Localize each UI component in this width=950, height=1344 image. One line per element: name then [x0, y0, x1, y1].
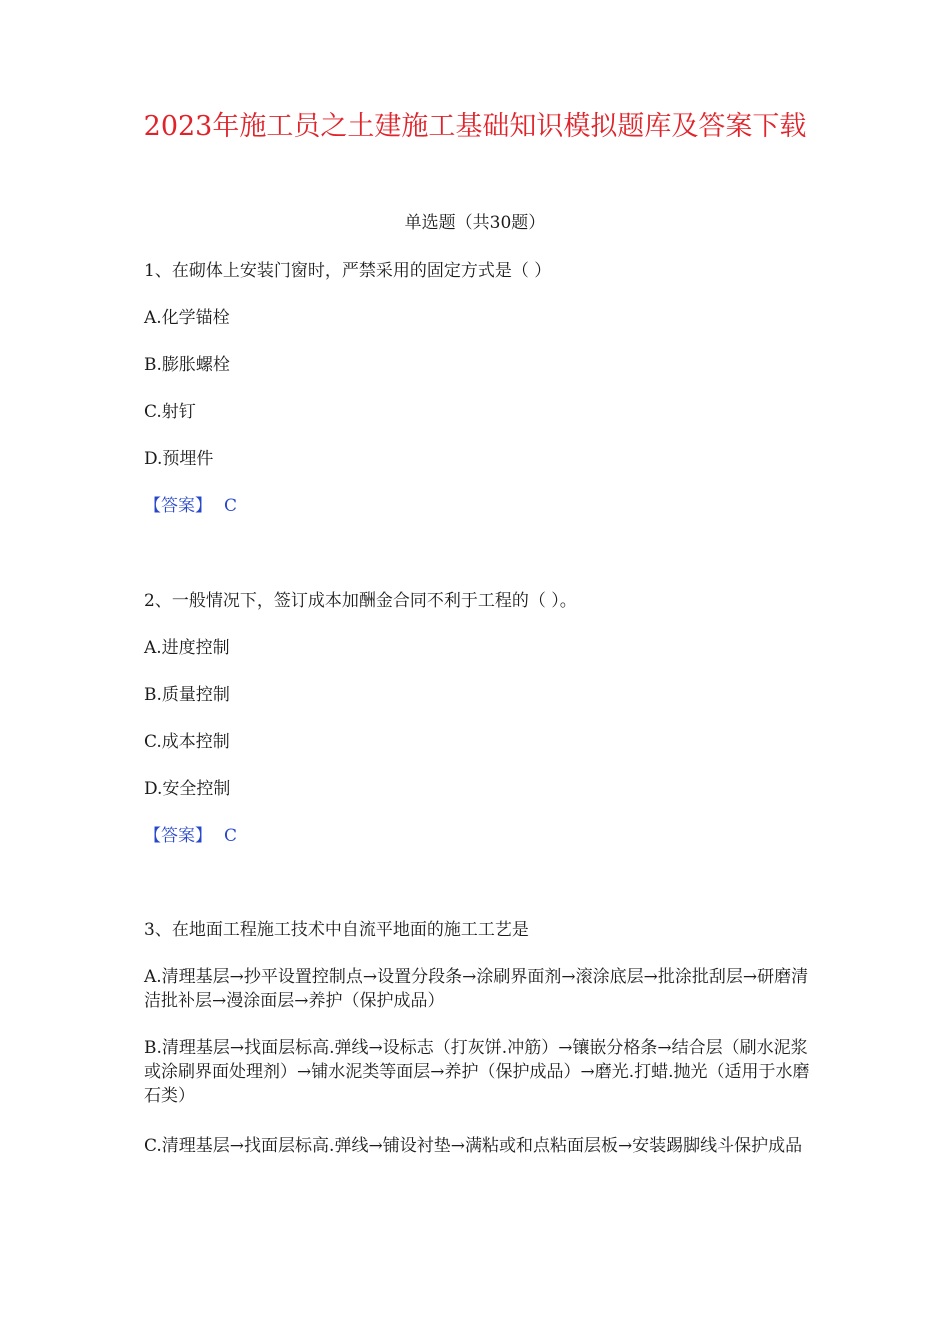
question-1-answer: [144, 494, 237, 518]
question-1-option-d: D.预埋件: [144, 449, 214, 469]
answer-value: C: [224, 826, 238, 846]
answer-label: 【答案】: [144, 826, 212, 846]
question-2-option-b: B.质量控制: [144, 685, 230, 705]
question-1-stem: 1、在砌体上安装门窗时，严禁采用的固定方式是（ ）: [144, 261, 552, 281]
question-2-answer: [144, 824, 237, 848]
question-2-option-d: D.安全控制: [144, 779, 231, 799]
question-2-option-a: A.进度控制: [144, 638, 230, 658]
question-1-option-a: A.化学锚栓: [144, 308, 230, 328]
section-heading: 单选题（共30题）: [404, 213, 546, 233]
answer-value: C: [224, 496, 238, 516]
answer-label: 【答案】: [144, 496, 212, 516]
question-3-option-a: A.清理基层→抄平设置控制点→设置分段条→涂刷界面剂→滚涂底层→批涂批刮层→研磨清洁批补层→漫涂面层→养护（保护成品）: [144, 967, 809, 1011]
question-3-stem: 3、在地面工程施工技术中自流平地面的施工工艺是: [144, 920, 529, 940]
question-3-option-b: B.清理基层→找面层标高.弹线→设标志（打灰饼.冲筋）→镶嵌分格条→结合层（刷水泥浆或涂刷界面处理剂）→铺水泥类等面层→养护（保护成品）→磨光.打蜡.抛光（适用于水磨石类）: [144, 1038, 810, 1106]
question-1-option-b: B.膨胀螺栓: [144, 355, 230, 375]
question-2-stem: 2、一般情况下，签订成本加酬金合同不利于工程的（ ）。: [144, 591, 577, 611]
question-2-option-c: C.成本控制: [144, 732, 230, 752]
question-1-option-c: C.射钉: [144, 402, 196, 422]
document-title: 2023年施工员之土建施工基础知识模拟题库及答案下载: [143, 111, 807, 142]
question-3-option-c: C.清理基层→找面层标高.弹线→铺设衬垫→满粘或和点粘面层板→安装踢脚线斗保护成品: [144, 1136, 803, 1156]
